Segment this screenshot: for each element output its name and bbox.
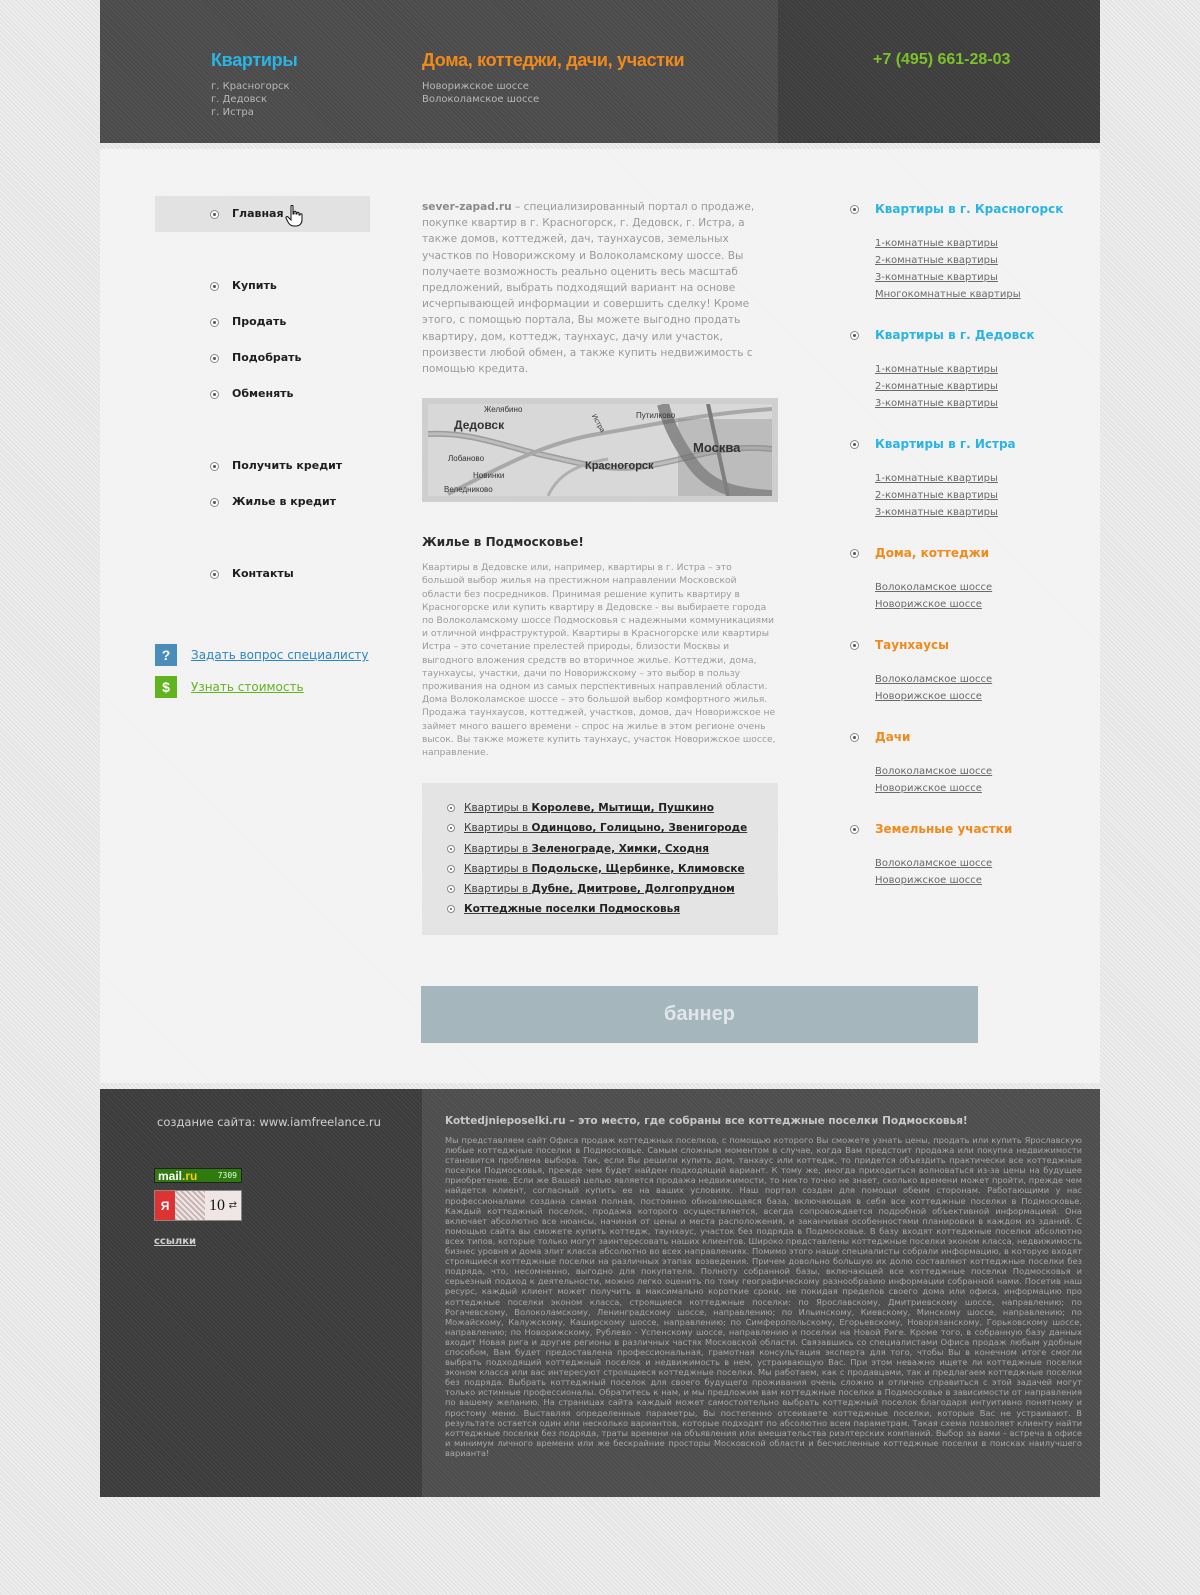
header-phone-panel (778, 0, 1100, 143)
map-label: Истра (589, 413, 606, 434)
bullet-icon (447, 824, 455, 832)
bullet-icon (210, 210, 219, 219)
nav-item-exchange[interactable] (155, 376, 370, 412)
regions-links-box (422, 783, 778, 935)
bullet-icon (850, 205, 859, 214)
nav-item-label: Купить (232, 279, 277, 292)
region-link-item[interactable]: Квартиры в Подольске, Щербинке, Климовске (447, 859, 778, 879)
ask-specialist-link[interactable] (155, 639, 385, 671)
yandex-counter[interactable] (154, 1190, 242, 1221)
right-column (850, 201, 1080, 913)
header-apartments (211, 50, 297, 119)
question-icon: ? (155, 644, 177, 666)
site-credit[interactable]: создание сайта: www.iamfreelance.ru (157, 1115, 381, 1129)
links-link[interactable]: ссылки (154, 1236, 197, 1247)
map-label: Путилково (636, 411, 676, 421)
bullet-icon (210, 282, 219, 291)
article-text: Квартиры в Дедовске или, например, квартиры в г. Истра – это большой выбор жилья на престижном направлении Московской области без посредников. Принимая решение купить квартиру в Красногорске или купить квартиру в Дедовске - вы выбираете города по Волоколамскому шоссе Подмосковья с надежными коммуникациями и отличной инфраструктурой. Квартиры в Красногорске или квартиры Истра – это сочетание прелестей природы, близости Москвы и выгодного вложения средств во вторичное жилье. Коттеджи, дома, таунхаусы, участки, дачи по Новорижскому – это выбор в пользу проживания на одном из самых перспективных направлений области. Дома Волоколамское шоссе – это большой выбор комфортного жилья. Продажа таунхаусов, коттеджей, участков, домов, дач Новорижское не займет много вашего времени – спрос на жилье в этом регионе очень высок. Вы также можете купить таунхаус, участок Новорижское шоссе, направление. (422, 562, 776, 759)
header-city-link[interactable]: г. Истра (211, 107, 254, 118)
right-group-krasnogorsk (850, 201, 1080, 303)
header-highway-link[interactable]: Волоколамское шоссе (422, 94, 540, 105)
bullet-icon (850, 825, 859, 834)
region-link-item[interactable]: Квартиры в Одинцово, Голицыно, Звенигороде (447, 818, 778, 838)
cottage-villages-link[interactable]: Коттеджные поселки Подмосковья (447, 899, 778, 919)
right-link[interactable]: 2-комнатные квартиры (875, 255, 998, 266)
right-link[interactable]: 2-комнатные квартиры (875, 490, 998, 501)
bullet-icon (210, 498, 219, 507)
bullet-icon (210, 318, 219, 327)
mail-ru-logo: mail.ru (158, 1168, 198, 1183)
right-group-title[interactable]: Таунхаусы (850, 637, 1080, 653)
nav-item-label: Главная (232, 207, 284, 220)
nav-item-label: Жилье в кредит (232, 495, 337, 508)
right-group-title[interactable]: Дома, коттеджи (850, 545, 1080, 561)
nav-item-label: Контакты (232, 567, 294, 580)
map-label: Желябино (484, 405, 523, 415)
right-link[interactable]: Волоколамское шоссе (875, 766, 993, 777)
get-price-link[interactable] (155, 671, 385, 703)
right-group-title[interactable]: Квартиры в г. Дедовск (850, 327, 1080, 343)
right-link[interactable]: Волоколамское шоссе (875, 582, 993, 593)
right-link[interactable]: 1-комнатные квартиры (875, 364, 998, 375)
right-link[interactable]: Новорижское шоссе (875, 599, 982, 610)
hand-cursor-icon (285, 205, 305, 227)
nav-item-label: Обменять (232, 387, 294, 400)
bullet-icon (850, 641, 859, 650)
mail-ru-counter[interactable] (154, 1168, 242, 1183)
bullet-icon (850, 733, 859, 742)
footer-left (100, 1089, 422, 1497)
nav-item-select[interactable] (155, 340, 370, 376)
phone-number: +7 (495) 661-28-03 (873, 51, 1011, 68)
right-link[interactable]: 2-комнатные квартиры (875, 381, 998, 392)
map-image[interactable] (422, 398, 778, 502)
map-label: Веледниково (444, 485, 493, 495)
nav-item-housing-credit[interactable] (155, 484, 370, 520)
nav-item-home[interactable] (155, 196, 370, 232)
right-group-title[interactable]: Квартиры в г. Истра (850, 436, 1080, 452)
right-link[interactable]: Многокомнатные квартиры (875, 289, 1021, 300)
region-link-item[interactable]: Квартиры в Зеленограде, Химки, Сходня (447, 839, 778, 859)
map-label: Красногорск (585, 460, 654, 473)
bullet-icon (210, 570, 219, 579)
right-link[interactable]: Новорижское шоссе (875, 875, 982, 886)
nav-item-get-credit[interactable] (155, 448, 370, 484)
bullet-icon (447, 865, 455, 873)
right-link[interactable]: 1-комнатные квартиры (875, 238, 998, 249)
footer-title: Kottedjnieposelki.ru – это место, где собраны все коттеджные поселки Подмосковья! (445, 1115, 968, 1127)
region-link-item[interactable]: Квартиры в Королеве, Мытищи, Пушкино (447, 798, 778, 818)
map-label: Москва (693, 440, 741, 456)
header-houses-title[interactable]: Дома, коттеджи, дачи, участки (422, 50, 685, 70)
right-link[interactable]: Новорижское шоссе (875, 783, 982, 794)
right-group-title[interactable]: Квартиры в г. Красногорск (850, 201, 1080, 217)
bullet-icon (210, 390, 219, 399)
main-nav (155, 196, 370, 592)
side-links (155, 639, 385, 703)
right-link[interactable]: 3-комнатные квартиры (875, 398, 998, 409)
nav-item-label: Продать (232, 315, 287, 328)
mail-ru-counter-value: 7309 (217, 1171, 237, 1180)
right-link[interactable]: Волоколамское шоссе (875, 674, 993, 685)
nav-item-label: Подобрать (232, 351, 302, 364)
banner[interactable]: баннер (421, 986, 978, 1043)
nav-item-buy[interactable] (155, 268, 370, 304)
nav-item-sell[interactable] (155, 304, 370, 340)
region-link-item[interactable]: Квартиры в Дубне, Дмитрове, Долгопрудном (447, 879, 778, 899)
bullet-icon (850, 549, 859, 558)
get-price-label[interactable]: Узнать стоимость (191, 680, 304, 694)
footer-text: Мы представляем сайт Офиса продаж коттеджных поселков, с помощью которого Вы сможете узнать цены, продать или купить Ярославскую любые коттеджные поселки в Подмосковье. Самым сложным моментом в случае, когда Вам предстоит продажа или покупка недвижимости становится проблема выбора. Так, если Вы решили купить дом, танхаус или коттедж, то придется объездить практически все коттеджные поселки Подмосковья, прежде чем будет найден подходящий вариант. К тому же, иногда приходиться волноваться из-за цены на будущее приобретение. Если же Вашей целью является продажа недвижимости, то никто точно не знает, сколько времени может пройти, прежде чем найдется клиент, согласный купить ее на ваших условиях. Наш портал создан для помощи обеим сторонам. Работающими у нас профессионалами создана самая полная, постоянно обновляющаяся база, включающая в себя все коттеджные поселки в Подмосковье. Каждый коттеджный поселок, продажа которого осуществляется, всегда сопровождается подробной объективной информацией. Она включает абсолютно все нюансы, начиная от цены и места расположения, и заканчивая особенностями планировки в каждом из зданий. С помощью сайта вы сможете купить коттедж, таунхаус, участок без подряда в Подмосковье. В базу входят коттеджные поселки абсолютно всех типов, которые только могут заинтересовать наших клиентов. Широко представлены коттеджные поселки эконом класса, недвижимость бизнес уровня и дома элит класса абсолютно во всех направлениях. Помимо этого наши специалисты собрали информацию, в которую входят строящиеся коттеджные поселки на различных этапах возведения. Причем довольно большую их долю составляют коттеджные поселки без подряда, что, несомненно, выгодно для покупателя. Полноту собранной базы, включающей все коттеджные поселки Подмосковья и серьезный подход к деятельности, можно легко оценить по тому географическому разнообразию информации собранной нами. Посетив наш ресурс, каждый клиент может получить в максимально короткие сроки, не покидая пределов своего дома или офиса, информацию про коттеджные поселки эконом класса, строящиеся коттеджные поселки: по Ярославскому, Дмитриевскому шоссе, направлению; по Рогачевскому, Волоколамскому, Ленинградскому шоссе, направлению; по Ильинскому, Киевскому, Минскому шоссе, направлению; по Можайскому, Калужскому, Каширскому шоссе, направлению; по Симферопольскому, Егорьевскому, Новорязанскому, Горьковскому шоссе, направлению; по Новорижскому, Рублево - Успенскому шоссе, направлению и поселки на Новой Риге. Кроме того, в собранную базу данных входит Новая рига и другие регионы в различных частях Московской области. Связавшись со специалистами Офиса продаж любым удобным способом, Вам будет предоставлена профессиональная, грамотная консультация эксперта для того, чтобы Вы в конечном итоге смогли выбрать подходящий коттеджный поселок и недвижимость в нем, устраивающую Вас. При этом неважно ищете ли коттеджные поселки эконом класса или вас интересуют строящиеся коттеджные поселки. Мы работаем, как с продавцами, так и предлагаем коттеджные поселки без подряда. Выбрать коттеджный поселок для своего будущего проживания очень сложно и отлично справиться с этой задачей могут только истинные профессионалы. Обратитесь к нам, и мы предложим вам коттеджные поселки в Подмосковье в зависимости от направления по вашему желанию. На страницах сайта каждый может самостоятельно выбрать коттеджный поселок благодаря интуитивно понятному и простому меню. Выставляя определенные параметры, Вы постепенно отсеиваете коттеджные поселки, которые Вас не устраивают. В результате остается один или несколько вариантов, которые подходят по абсолютно всем параметрам. Такая схема позволяет клиенту найти коттеджные поселки без подряда, траты времени на объявления или вмешательства риэлтерских компаний. Выбор за вами – встреча в офисе и минимум личного времени или же бескрайние просторы Московской области и бесчисленные коттеджные поселки в поисках наилучшего варианта! (445, 1135, 1082, 1458)
bullet-icon (850, 440, 859, 449)
nav-item-contacts[interactable] (155, 556, 370, 592)
footer-right (422, 1089, 1100, 1497)
bullet-icon (447, 885, 455, 893)
right-group-dachas (850, 729, 1080, 797)
bullet-icon (447, 845, 455, 853)
site-name: sever-zapad.ru (422, 201, 512, 213)
refresh-icon: ⇄ (228, 1200, 237, 1211)
bullet-icon (210, 462, 219, 471)
yandex-counter-value: 10 (209, 1196, 225, 1214)
intro-body: – специализированный портал о продаже, покупке квартир в г. Красногорск, г. Дедовск, г. Истра, а также домов, коттеджей, дач, таунхаусов, земельных участков по Новорижскому и Волоколамскому шоссе. Вы получаете возможность реально оценить весь масштаб предложений, выбрать подходящий вариант на основе исчерпывающей информации и совершить сделку! Кроме этого, с помощью портала, Вы можете выгодно продать квартиру, дом, коттедж, таунхаус, дачу или участок, произвести любой обмен, а также купить недвижимость с помощью кредита. (422, 201, 755, 376)
right-group-townhouses (850, 637, 1080, 705)
right-group-land (850, 821, 1080, 889)
nav-item-label: Получить кредит (232, 459, 343, 472)
right-link[interactable]: 3-комнатные квартиры (875, 272, 998, 283)
header (100, 0, 1100, 143)
right-group-title[interactable]: Дачи (850, 729, 1080, 745)
map-label: Дедовск (454, 418, 505, 433)
right-group-houses (850, 545, 1080, 613)
intro-text (422, 199, 777, 377)
map-label: Лобаново (448, 454, 485, 464)
right-link[interactable]: Новорижское шоссе (875, 691, 982, 702)
map-label: Новинки (473, 471, 505, 481)
right-group-title[interactable]: Земельные участки (850, 821, 1080, 837)
header-city-link[interactable]: г. Красногорск (211, 81, 290, 92)
header-city-link[interactable]: г. Дедовск (211, 94, 268, 105)
right-group-istra (850, 436, 1080, 521)
header-highway-link[interactable]: Новорижское шоссе (422, 81, 529, 92)
yandex-counter-pattern (175, 1191, 205, 1220)
bullet-icon (447, 905, 455, 913)
center-column (422, 199, 777, 935)
bullet-icon (210, 354, 219, 363)
header-houses (422, 50, 684, 106)
right-link[interactable]: 1-комнатные квартиры (875, 473, 998, 484)
right-group-dedovsk (850, 327, 1080, 412)
ask-specialist-label[interactable]: Задать вопрос специалисту (191, 648, 369, 662)
main-content (100, 149, 1100, 1083)
article-title: Жилье в Подмосковье! (422, 535, 584, 550)
right-link[interactable]: 3-комнатные квартиры (875, 507, 998, 518)
dollar-icon: $ (155, 676, 177, 698)
yandex-logo: Я (155, 1191, 175, 1220)
right-link[interactable]: Волоколамское шоссе (875, 858, 993, 869)
bullet-icon (447, 804, 455, 812)
header-apartments-title[interactable]: Квартиры (211, 50, 298, 70)
bullet-icon (850, 331, 859, 340)
